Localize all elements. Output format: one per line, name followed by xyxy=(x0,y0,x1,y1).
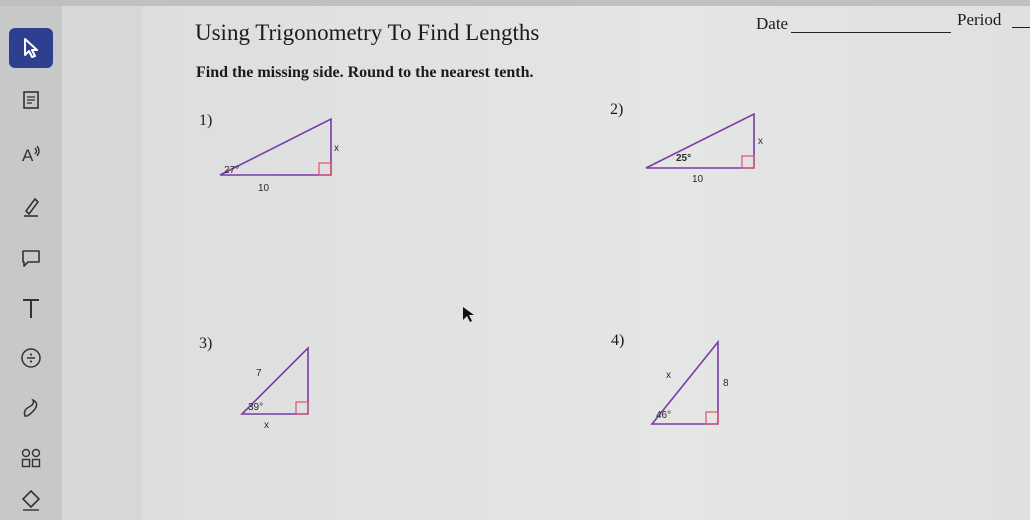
math-icon xyxy=(18,345,44,371)
text-tool-icon xyxy=(18,295,44,321)
problem-number: 4) xyxy=(611,332,625,349)
eraser-icon xyxy=(18,487,44,513)
side-label: x xyxy=(758,136,763,147)
shapes-icon xyxy=(18,445,44,471)
worksheet-page xyxy=(142,6,1030,520)
side-label: 10 xyxy=(692,174,704,185)
date-label: Date xyxy=(756,14,789,33)
text-to-speech-button[interactable] xyxy=(9,134,53,174)
side-label: x xyxy=(334,143,339,154)
annotation-toolbar xyxy=(0,6,62,520)
problem-number: 1) xyxy=(199,112,213,129)
side-label: 10 xyxy=(258,183,270,194)
reader-tool-button[interactable] xyxy=(9,80,53,120)
triangle-problem-4 xyxy=(650,340,740,430)
text-tool-button[interactable] xyxy=(9,288,53,328)
angle-label: 39° xyxy=(248,402,264,413)
triangle-problem-2 xyxy=(644,112,764,187)
cursor-icon xyxy=(18,35,44,61)
triangle-problem-3 xyxy=(240,346,320,431)
eraser-tool-button[interactable] xyxy=(9,480,53,520)
problem-number: 2) xyxy=(610,101,624,118)
problem-number: 3) xyxy=(199,335,213,352)
comment-tool-button[interactable] xyxy=(9,238,53,278)
pen-icon xyxy=(18,193,44,219)
side-label: 8 xyxy=(723,378,729,389)
date-blank[interactable] xyxy=(791,32,951,33)
draw-tool-button[interactable] xyxy=(9,388,53,428)
side-label: x xyxy=(264,420,269,431)
reader-icon xyxy=(18,87,44,113)
mouse-pointer-icon xyxy=(462,306,482,326)
period-blank[interactable] xyxy=(1012,27,1030,28)
pen-tool-button[interactable] xyxy=(9,186,53,226)
angle-label: 25° xyxy=(676,153,692,164)
draw-icon xyxy=(18,395,44,421)
svg-text:A: A xyxy=(22,146,34,165)
text-to-speech-icon xyxy=(18,141,44,167)
angle-label: 27° xyxy=(224,165,240,176)
shapes-tool-button[interactable] xyxy=(9,438,53,478)
math-tool-button[interactable] xyxy=(9,338,53,378)
side-label: x xyxy=(666,370,671,381)
angle-label: 46° xyxy=(656,410,672,421)
side-label: 7 xyxy=(256,368,262,379)
period-label: Period xyxy=(957,10,1002,29)
comment-icon xyxy=(18,245,44,271)
worksheet-title: Using Trigonometry To Find Lengths xyxy=(195,20,540,45)
triangle-problem-1 xyxy=(216,115,339,195)
instructions: Find the missing side. Round to the nearest tenth. xyxy=(196,64,534,81)
cursor-tool-button[interactable] xyxy=(9,28,53,68)
